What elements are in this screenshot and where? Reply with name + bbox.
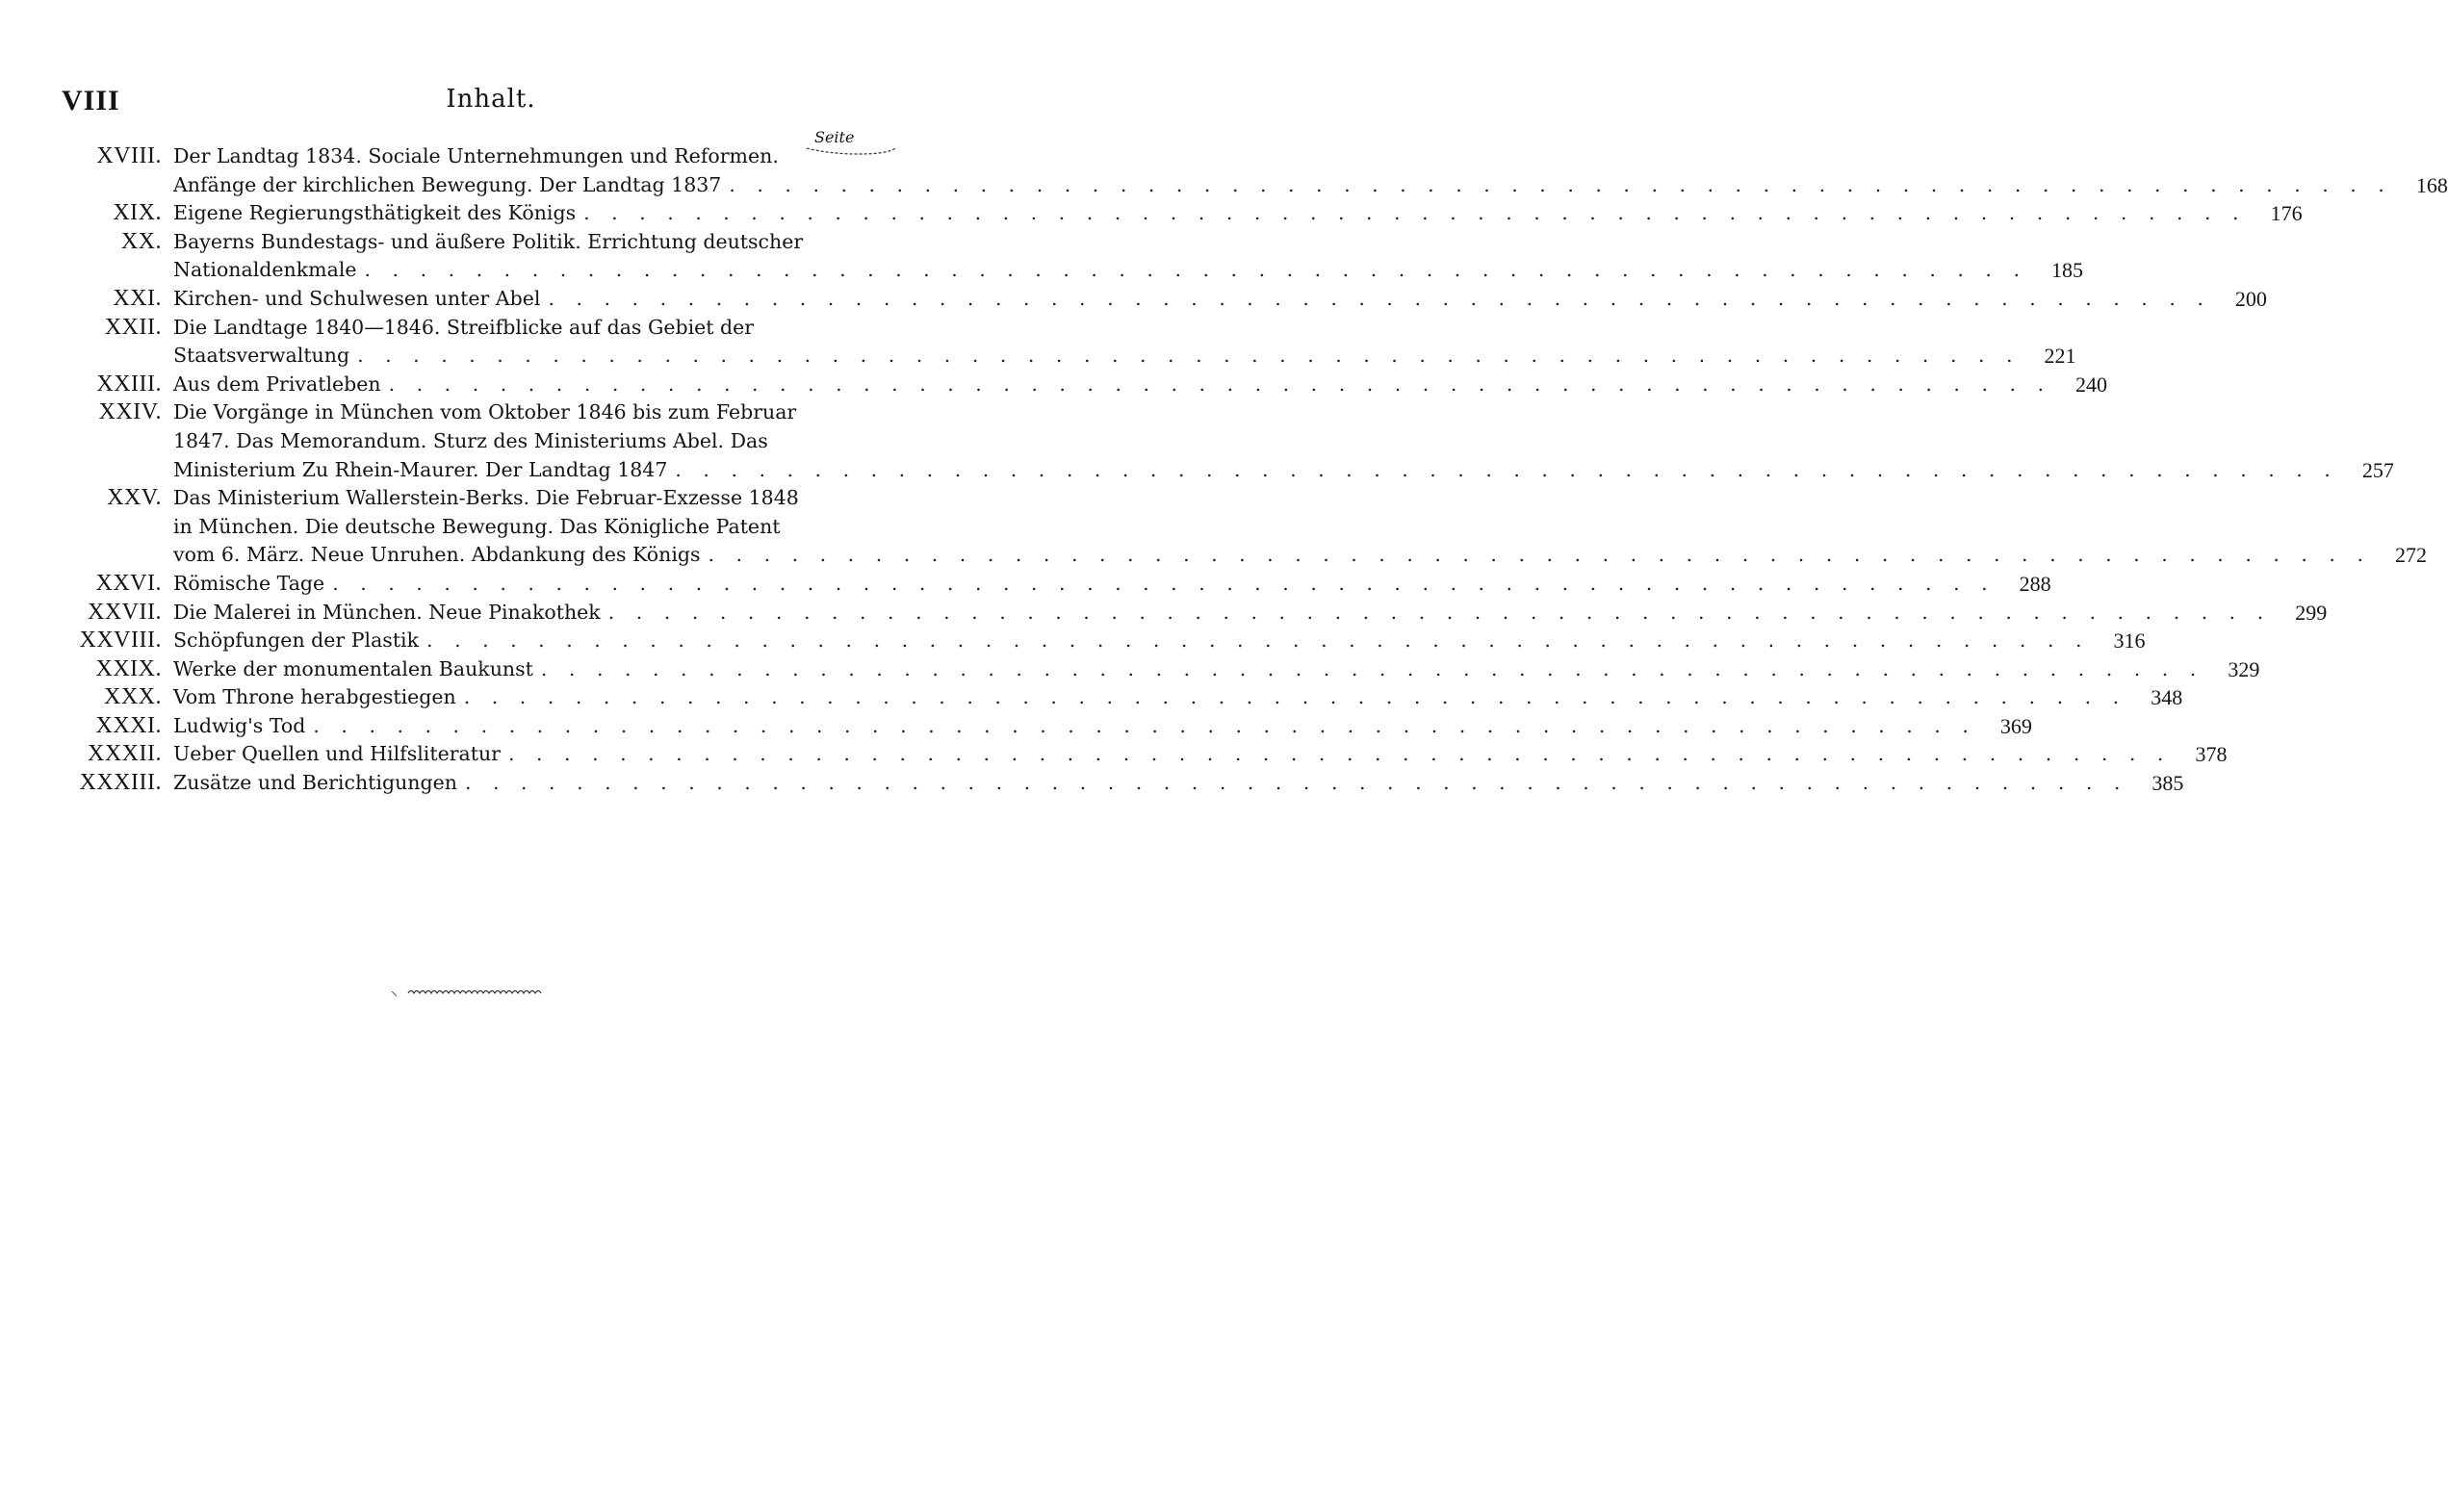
dot-leader: . . . . . . . . . . . . . . . . . . . . . . . . . . . . . . . . . . . . . . . . . . . . . . . . . . . . . . . . . . . .: [607, 600, 2272, 624]
chapter-title: [173, 740, 2228, 769]
chapter-number: XVIII.: [96, 143, 162, 168]
toc-line-text: in München. Die deutsche Bewegung. Das Königliche Patent: [173, 514, 781, 538]
toc-entry: [67, 285, 2267, 314]
toc-line: [173, 513, 876, 542]
chapter-title: [173, 599, 2328, 628]
toc-line-text: Römische Tage: [173, 571, 325, 595]
toc-entry: [67, 484, 2427, 570]
chapter-number: XXII.: [104, 314, 162, 340]
page-reference: 385: [2152, 771, 2184, 796]
dot-leader: . . . . . . . . . . . . . . . . . . . . . . . . . . . . . . . . . . . . . . . . . . . . . . . . . . . . . . . . . . . .: [313, 713, 1976, 737]
page-reference: 240: [2075, 372, 2108, 397]
chapter-number: XXVII.: [88, 599, 162, 625]
chapter-title: [173, 398, 2394, 484]
chapter-number: XXIX.: [95, 655, 162, 681]
chapter-number: XXVIII.: [79, 628, 162, 653]
chapter-title: [173, 655, 2260, 684]
page-column-label: Seite: [814, 128, 855, 146]
toc-line-text: Werke der monumentalen Baukunst: [173, 656, 533, 680]
toc-line: [173, 740, 2228, 769]
dot-leader: . . . . . . . . . . . . . . . . . . . . . . . . . . . . . . . . . . . . . . . . . . . . . . . . . . . . . . . . . . . .: [675, 457, 2338, 481]
chapter-number: XXX.: [104, 684, 162, 710]
dot-leader: . . . . . . . . . . . . . . . . . . . . . . . . . . . . . . . . . . . . . . . . . . . . . . . . . . . . . . . . . . . .: [540, 656, 2204, 680]
toc-line: [173, 171, 2448, 200]
toc-line-text: Die Malerei in München. Neue Pinakothek: [173, 600, 601, 624]
toc-line-text: Ueber Quellen und Hilfsliteratur: [173, 742, 501, 766]
toc-line: [173, 655, 2260, 684]
toc-line: [173, 484, 876, 513]
page-reference: 257: [2361, 457, 2394, 482]
chapter-number: XXI.: [113, 285, 162, 311]
chapter-title: [173, 314, 2076, 371]
toc-entry: [67, 199, 2303, 228]
dot-leader: . . . . . . . . . . . . . . . . . . . . . . . . . . . . . . . . . . . . . . . . . . . . . . . . . . . . . . . . . . . .: [357, 344, 2021, 368]
page-reference: 288: [2019, 571, 2051, 596]
chapter-title: [173, 627, 2146, 655]
toc-line-text: Der Landtag 1834. Sociale Unternehmungen und Reformen.: [173, 144, 779, 167]
toc-entry: [67, 142, 2448, 199]
toc-line: [173, 371, 2108, 399]
chapter-title: [173, 683, 2183, 712]
toc-entry: [67, 712, 2032, 741]
chapter-number: XXIV.: [98, 399, 162, 425]
page-reference: 272: [2394, 543, 2427, 568]
toc-line-text: Die Vorgänge in München vom Oktober 1846 bis zum Februar: [173, 400, 797, 424]
toc-line-text: Ministerium Zu Rhein-Maurer. Der Landtag 1847: [173, 457, 668, 481]
toc-entry: [67, 627, 2146, 655]
chapter-number: XX.: [120, 228, 162, 254]
chapter-number: XXXI.: [95, 712, 162, 738]
toc-line-text: Bayerns Bundestags- und äußere Politik. Errichtung deutscher: [173, 229, 804, 253]
toc-line: [173, 398, 876, 427]
toc-line: [173, 712, 2032, 741]
chapter-number: XXVI.: [95, 570, 162, 596]
chapter-title: [173, 142, 2448, 199]
dot-leader: . . . . . . . . . . . . . . . . . . . . . . . . . . . . . . . . . . . . . . . . . . . . . . . . . . . . . . . . . . . .: [583, 201, 2247, 225]
page-reference: 369: [1999, 713, 2032, 738]
chapter-title: [173, 228, 2083, 285]
toc-entry: [67, 655, 2260, 684]
toc-line: [173, 683, 2183, 712]
chapter-number: XXIII.: [96, 371, 162, 397]
dot-leader: . . . . . . . . . . . . . . . . . . . . . . . . . . . . . . . . . . . . . . . . . . . . . . . . . . . . . . . . . . . .: [507, 742, 2172, 766]
toc-line-text: Das Ministerium Wallerstein-Berks. Die Februar-Exzesse 1848: [173, 486, 799, 510]
toc-entry: [67, 228, 2083, 285]
chapter-title: [173, 570, 2051, 599]
toc-entry: [67, 769, 2184, 798]
page-reference: 316: [2113, 628, 2146, 653]
toc-line: [173, 599, 2328, 628]
page-reference: 329: [2228, 656, 2260, 681]
page-reference: 299: [2295, 600, 2328, 625]
running-title: Inhalt.: [446, 85, 536, 114]
dot-leader: . . . . . . . . . . . . . . . . . . . . . . . . . . . . . . . . . . . . . . . . . . . . . . . . . . . . . . . . . . . .: [463, 685, 2127, 709]
dot-leader: . . . . . . . . . . . . . . . . . . . . . . . . . . . . . . . . . . . . . . . . . . . . . . . . . . . . . . . . . . . .: [426, 628, 2090, 653]
dot-leader: . . . . . . . . . . . . . . . . . . . . . . . . . . . . . . . . . . . . . . . . . . . . . . . . . . . . . . . . . . . .: [708, 543, 2371, 567]
printing-mark: ⸜: [391, 984, 398, 999]
page-reference: 176: [2270, 201, 2303, 226]
toc-line: [173, 142, 876, 171]
dot-leader: . . . . . . . . . . . . . . . . . . . . . . . . . . . . . . . . . . . . . . . . . . . . . . . . . . . . . . . . . . . .: [388, 372, 2052, 396]
toc-line-text: Schöpfungen der Plastik: [173, 628, 420, 653]
toc-line-text: Nationaldenkmale: [173, 258, 357, 282]
chapter-title: [173, 371, 2108, 399]
chapter-title: [173, 484, 2427, 570]
toc-line-text: 1847. Das Memorandum. Sturz des Ministeriums Abel. Das: [173, 428, 768, 452]
toc-line: [173, 427, 876, 456]
chapter-title: [173, 712, 2032, 741]
table-of-contents: [67, 142, 2448, 798]
toc-line: [173, 199, 2303, 228]
chapter-number: XXXIII.: [79, 770, 162, 796]
toc-entry: [67, 371, 2108, 399]
toc-line-text: Zusätze und Berichtigungen: [173, 771, 457, 795]
page-number: VIII: [62, 85, 120, 116]
toc-line-text: Eigene Regierungsthätigkeit des Königs: [173, 201, 577, 225]
page-reference: 168: [2415, 172, 2448, 197]
toc-entry: [67, 599, 2328, 628]
chapter-title: [173, 769, 2184, 798]
dot-leader: . . . . . . . . . . . . . . . . . . . . . . . . . . . . . . . . . . . . . . . . . . . . . . . . . . . . . . . . . . . .: [729, 172, 2392, 196]
toc-line: [173, 456, 2394, 485]
page-reference: 185: [2050, 258, 2083, 283]
page-reference: 221: [2044, 344, 2076, 369]
dot-leader: . . . . . . . . . . . . . . . . . . . . . . . . . . . . . . . . . . . . . . . . . . . . . . . . . . . . . . . . . . . .: [364, 258, 2027, 282]
toc-line-text: Anfänge der kirchlichen Bewegung. Der Landtag 1837: [173, 172, 722, 196]
toc-line: [173, 314, 876, 343]
chapter-number: XIX.: [113, 200, 162, 226]
toc-line-text: Vom Throne herabgestiegen: [173, 685, 456, 709]
toc-line-text: vom 6. März. Neue Unruhen. Abdankung des Königs: [173, 543, 701, 567]
chapter-number: XXV.: [107, 485, 162, 511]
dot-leader: . . . . . . . . . . . . . . . . . . . . . . . . . . . . . . . . . . . . . . . . . . . . . . . . . . . . . . . . . . . .: [548, 286, 2211, 310]
toc-line: [173, 769, 2184, 798]
closing-ornament: [404, 980, 549, 999]
toc-entry: [67, 398, 2394, 484]
toc-entry: [67, 314, 2076, 371]
toc-line-text: Ludwig's Tod: [173, 713, 306, 737]
page-reference: 200: [2234, 286, 2267, 311]
toc-line: [173, 342, 2076, 371]
toc-line: [173, 541, 2427, 570]
toc-line-text: Kirchen- und Schulwesen unter Abel: [173, 286, 541, 310]
page-reference: 378: [2195, 742, 2228, 767]
chapter-title: [173, 285, 2267, 314]
toc-line-text: Aus dem Privatleben: [173, 372, 381, 396]
toc-line: [173, 228, 876, 257]
toc-entry: [67, 683, 2183, 712]
toc-line: [173, 570, 2051, 599]
toc-entry: [67, 740, 2228, 769]
toc-line: [173, 256, 2083, 285]
page-reference: 348: [2151, 685, 2183, 710]
toc-line: [173, 627, 2146, 655]
dot-leader: . . . . . . . . . . . . . . . . . . . . . . . . . . . . . . . . . . . . . . . . . . . . . . . . . . . . . . . . . . . .: [332, 571, 1996, 595]
dot-leader: . . . . . . . . . . . . . . . . . . . . . . . . . . . . . . . . . . . . . . . . . . . . . . . . . . . . . . . . . . . .: [464, 771, 2128, 795]
chapter-number: XXXII.: [88, 741, 162, 767]
toc-entry: [67, 570, 2051, 599]
toc-line: [173, 285, 2267, 314]
toc-line-text: Die Landtage 1840—1846. Streifblicke auf das Gebiet der: [173, 315, 755, 339]
toc-line-text: Staatsverwaltung: [173, 344, 350, 368]
chapter-title: [173, 199, 2303, 228]
